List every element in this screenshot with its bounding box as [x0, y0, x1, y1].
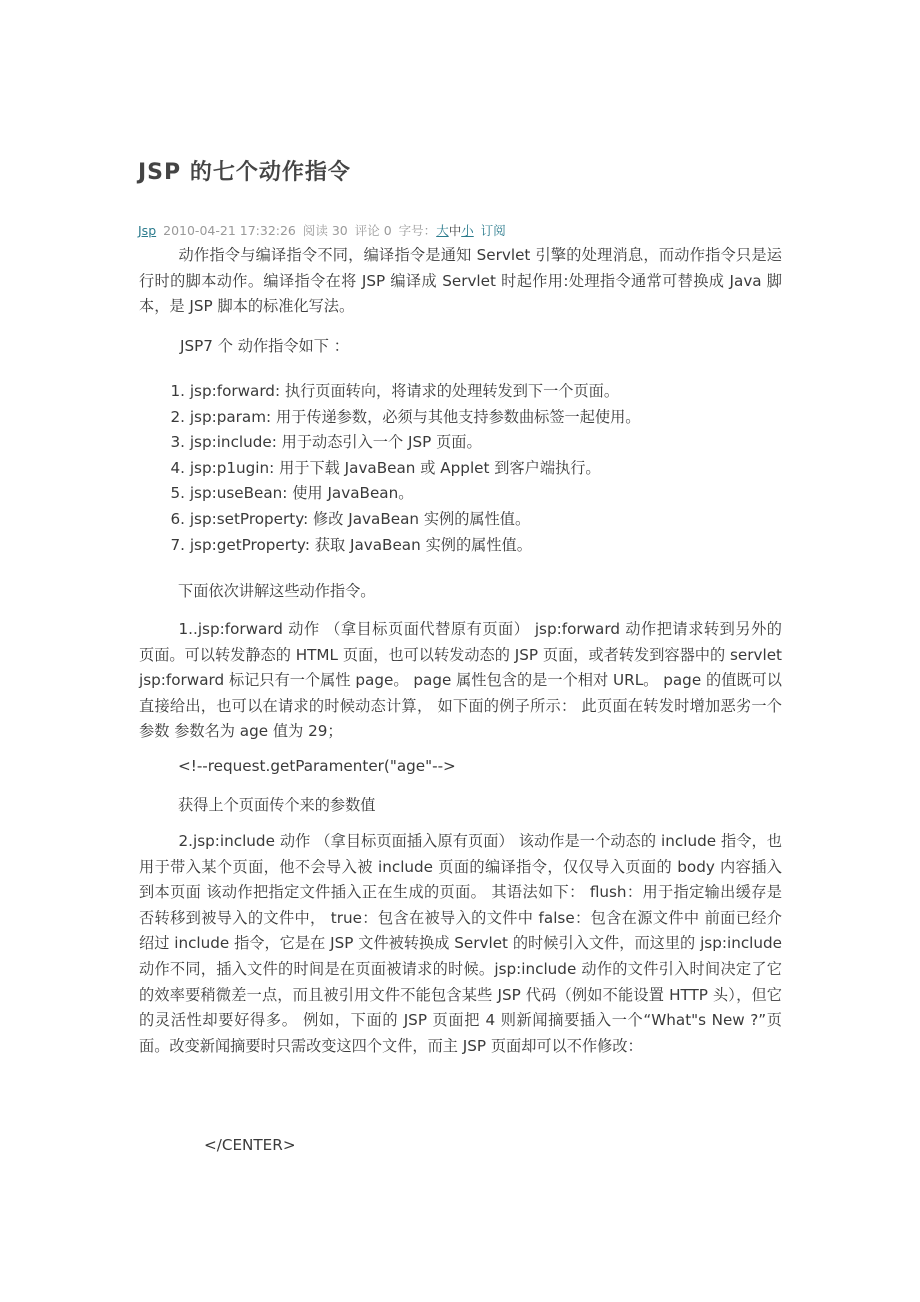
action-list: [139, 379, 640, 558]
list-item-number: 5.: [170, 484, 185, 503]
center-close-tag: </CENTER>: [204, 1136, 296, 1154]
list-item-text: jsp:getProperty: 获取 JavaBean 实例的属性值。: [189, 535, 532, 554]
list-item: [139, 481, 640, 507]
list-item: [139, 405, 640, 431]
list-item: [139, 456, 640, 482]
font-size-label: 字号：: [398, 223, 437, 238]
list-item: [139, 379, 640, 405]
list-item: [139, 430, 640, 456]
list-item-text: jsp:p1ugin: 用于下载 JavaBean 或 Applet 到客户端执行。: [189, 458, 601, 477]
post-datetime: 2010-04-21 17:32:26: [163, 223, 296, 238]
list-heading: JSP7 个 动作指令如下 ：: [180, 337, 349, 355]
list-item: [139, 507, 640, 533]
article-title: JSP 的七个动作指令: [138, 160, 351, 185]
explain-intro: 下面依次讲解这些动作指令。: [178, 582, 376, 600]
list-item-text: jsp:forward: 执行页面转向，将请求的处理转发到下一个页面。: [189, 382, 620, 400]
list-item-number: 4.: [170, 458, 185, 477]
list-item-text: jsp:useBean: 使用 JavaBean。: [189, 484, 414, 503]
read-count: 阅读 30: [302, 223, 348, 238]
list-item-text: jsp:include: 用于动态引入一个 JSP 页面。: [189, 433, 482, 452]
forward-section: 1..jsp:forward 动作 （拿目标页面代替原有页面） jsp:forward 动作把请求转到另外的页面。可以转发静态的 HTML 页面，也可以转发动态的 JSP 页面，或者转发到容器中的 servlet jsp:forward 标记只有一个属性 page。 page 属性包含的是一个相对 URL。 page 的值既可以直接给出，也可以在请求的时候动态计算， 如下面的例子所示： 此页面在转发时增加恶劣一个参数 参数名为 age 值为 29；: [139, 620, 782, 741]
list-item-number: 7.: [170, 535, 185, 554]
list-item-text: jsp:setProperty: 修改 JavaBean 实例的属性值。: [189, 509, 531, 528]
article-meta: [138, 221, 509, 239]
list-item: [139, 533, 640, 559]
code-comment: <!--request.getParamenter("age"-->: [178, 757, 456, 775]
subscribe-link[interactable]: 订阅: [480, 223, 506, 238]
list-item-number: 3.: [170, 433, 185, 452]
font-size-small-link[interactable]: 小: [461, 223, 474, 238]
font-size-large-link[interactable]: 大: [436, 223, 449, 238]
list-item-number: 6.: [170, 509, 185, 528]
author-link[interactable]: Jsp: [138, 223, 157, 238]
comment-count[interactable]: 评论 0: [354, 223, 392, 238]
list-item-number: 2.: [170, 407, 185, 426]
font-size-medium-link[interactable]: 中: [448, 223, 462, 238]
comment-explain: 获得上个页面传个来的参数值: [178, 796, 376, 814]
include-section: 2.jsp:include 动作 （拿目标页面插入原有页面） 该动作是一个动态的 include 指令，也用于带入某个页面，他不会导入被 include 页面的编译指令，仅仅导入页面的 body 内容插入到本页面 该动作把指定文件插入正在生成的页面。 其语法如下： flush：用于指定输出缓存是否转移到被导入的文件中， true：包含在被导入的文件中 false：包含在源文件中 前面已经介绍过 include 指令，它是在 JSP 文件被转换成 Servlet 的时候引入文件，而这里的 jsp:include 动作不同，插入文件的时间是在页面被请求的时候。jsp:include 动作的文件引入时间决定了它的效率要稍微差一点，而且被引用文件不能包含某些 JSP 代码（例如不能设置 HTTP 头），但它的灵活性却要好得多。 例如，下面的 JSP 页面把 4 则新闻摘要插入一个“What"s New ?”页面。改变新闻摘要时只需改变这四个文件，而主 JSP 页面却可以不作修改：: [139, 832, 782, 1055]
list-item-text: jsp:param: 用于传递参数，必须与其他支持参数曲标签一起使用。: [189, 407, 641, 426]
list-item-number: 1.: [170, 382, 185, 400]
intro-paragraph: 动作指令与编译指令不同，编译指令是通知 Servlet 引擎的处理消息，而动作指令只是运行时的脚本动作。编译指令在将 JSP 编译成 Servlet 时起作用:处理指令通常可替换成 Java 脚本，是 JSP 脚本的标准化写法。: [139, 246, 782, 316]
